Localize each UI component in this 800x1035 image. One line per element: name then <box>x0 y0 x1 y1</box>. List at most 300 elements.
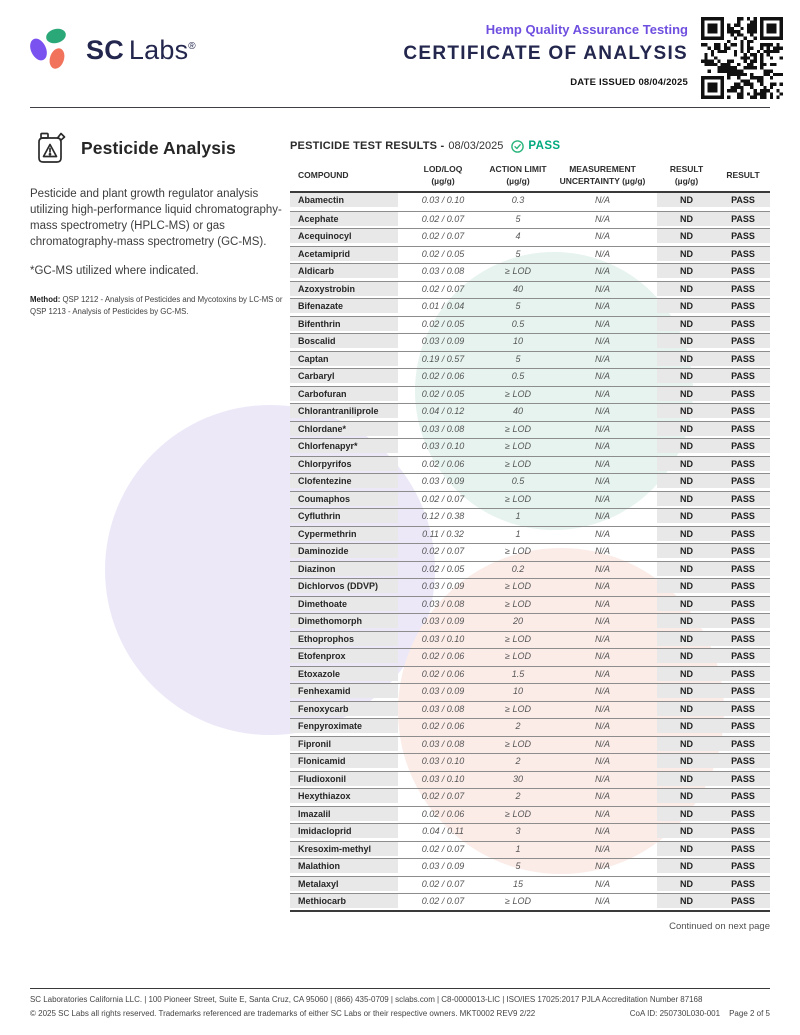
column-header-compound: COMPOUND <box>298 169 349 180</box>
lod-loq-value: 0.04 / 0.11 <box>422 826 464 836</box>
action-limit-value: 40 <box>512 406 523 416</box>
lod-loq-value: 0.02 / 0.06 <box>421 721 465 731</box>
table-row <box>290 403 770 417</box>
compound-name: Chlorpyrifos <box>290 457 398 471</box>
action-limit-value: 0.5 <box>511 476 525 486</box>
action-limit-value: 0.5 <box>511 371 525 381</box>
result-value: ND <box>657 877 716 891</box>
compound-name: Fipronil <box>290 737 398 751</box>
uncertainty-value: N/A <box>594 318 610 329</box>
result-value: ND <box>657 264 716 278</box>
result-value: ND <box>657 352 716 366</box>
date-issued-value: 08/04/2025 <box>638 77 688 88</box>
action-limit-value: 0.3 <box>511 195 525 205</box>
compound-name: Diazinon <box>290 562 398 576</box>
pass-badge: PASS <box>716 754 770 768</box>
action-limit-value: 4 <box>515 231 521 241</box>
action-limit-value: 5 <box>515 353 521 364</box>
lod-loq-value: 0.02 / 0.05 <box>421 563 465 574</box>
uncertainty-value: N/A <box>594 213 610 224</box>
logo-text-sc: SC <box>86 34 124 65</box>
result-value: ND <box>657 229 716 243</box>
pass-badge: PASS <box>716 789 770 803</box>
lod-loq-value: 0.02 / 0.06 <box>421 668 465 679</box>
lod-loq-value: 0.02 / 0.05 <box>421 318 465 329</box>
result-value: ND <box>657 824 716 838</box>
table-row <box>290 788 770 802</box>
table-row <box>290 491 770 505</box>
sc-labs-logo <box>30 26 196 74</box>
table-row <box>290 316 770 330</box>
lod-loq-value: 0.03 / 0.10 <box>421 195 465 205</box>
coa-id: CoA ID: 250730L030-001 <box>629 1009 721 1018</box>
table-row <box>290 631 770 645</box>
result-value: ND <box>657 754 716 768</box>
action-limit-value: ≥ LOD <box>505 266 531 276</box>
pass-badge: PASS <box>716 702 770 716</box>
gcms-note: *GC-MS utilized where indicated. <box>30 265 199 278</box>
pass-badge: PASS <box>716 859 770 873</box>
compound-name: Daminozide <box>290 544 398 558</box>
uncertainty-value: N/A <box>594 371 610 381</box>
uncertainty-value: N/A <box>594 703 610 714</box>
uncertainty-value: N/A <box>594 353 610 364</box>
pass-badge: PASS <box>716 334 770 348</box>
action-limit-value: ≥ LOD <box>505 808 531 819</box>
compound-name: Fenpyroximate <box>290 719 398 733</box>
table-row <box>290 596 770 610</box>
action-limit-value: 5 <box>515 248 521 259</box>
page-number: Page 2 of 5 <box>729 1009 770 1018</box>
lod-loq-value: 0.03 / 0.09 <box>421 616 465 626</box>
action-limit-value: ≥ LOD <box>505 738 531 749</box>
pass-badge: PASS <box>716 842 770 856</box>
result-value: ND <box>657 334 716 348</box>
compound-name: Azoxystrobin <box>290 282 398 296</box>
compound-name: Kresoxim-methyl <box>290 842 398 856</box>
table-row <box>290 351 770 365</box>
lod-loq-value: 0.03 / 0.10 <box>421 756 465 766</box>
lod-loq-value: 0.01 / 0.04 <box>421 301 465 311</box>
method-label: Method: <box>30 295 61 305</box>
logo-text-labs: Labs <box>128 34 189 65</box>
compound-name: Methiocarb <box>290 894 398 908</box>
results-section <box>290 139 770 932</box>
date-issued-label: DATE ISSUED <box>570 77 636 88</box>
logo-dot-coral <box>47 46 67 70</box>
lod-loq-value: 0.02 / 0.07 <box>421 843 465 854</box>
result-value: ND <box>657 509 716 523</box>
pass-badge: PASS <box>716 229 770 243</box>
action-limit-value: 5 <box>515 861 521 871</box>
table-row <box>290 701 770 715</box>
lod-loq-value: 0.02 / 0.07 <box>421 213 465 224</box>
result-value: ND <box>657 247 716 261</box>
lod-loq-value: 0.02 / 0.06 <box>421 808 465 819</box>
uncertainty-value: N/A <box>594 283 610 294</box>
pass-badge: PASS <box>716 509 770 523</box>
lod-loq-value: 0.11 / 0.32 <box>422 528 464 539</box>
compound-name: Ethoprophos <box>290 632 398 646</box>
pass-badge: PASS <box>716 527 770 541</box>
lod-loq-value: 0.03 / 0.08 <box>421 703 465 714</box>
pass-badge: PASS <box>716 632 770 646</box>
table-row <box>290 368 770 382</box>
table-row <box>290 893 770 907</box>
pass-badge: PASS <box>716 369 770 383</box>
result-value: ND <box>657 387 716 401</box>
table-row <box>290 386 770 400</box>
table-row <box>290 823 770 837</box>
table-row <box>290 806 770 820</box>
compound-name: Captan <box>290 352 398 366</box>
uncertainty-value: N/A <box>594 773 610 784</box>
result-value: ND <box>657 667 716 681</box>
action-limit-value: ≥ LOD <box>505 423 531 434</box>
table-row <box>290 648 770 662</box>
lod-loq-value: 0.02 / 0.06 <box>421 458 465 469</box>
uncertainty-value: N/A <box>594 301 610 311</box>
table-row <box>290 246 770 260</box>
compound-name: Metalaxyl <box>290 877 398 891</box>
results-rows <box>290 193 770 912</box>
uncertainty-value: N/A <box>594 423 610 434</box>
results-date: 08/03/2025 <box>448 140 504 152</box>
compound-name: Carbaryl <box>290 369 398 383</box>
uncertainty-value: N/A <box>594 441 610 451</box>
column-header-lodloq: LOD/LOQ (µg/g) <box>423 164 463 186</box>
compound-name: Fludioxonil <box>290 772 398 786</box>
table-row <box>290 753 770 767</box>
action-limit-value: 3 <box>515 826 521 836</box>
lod-loq-value: 0.04 / 0.12 <box>421 406 465 416</box>
pass-badge: PASS <box>716 264 770 278</box>
uncertainty-value: N/A <box>594 598 610 609</box>
result-value: ND <box>657 684 716 698</box>
action-limit-value: 1 <box>515 511 521 521</box>
compound-name: Aldicarb <box>290 264 398 278</box>
uncertainty-value: N/A <box>594 756 610 766</box>
uncertainty-value: N/A <box>594 406 610 416</box>
lod-loq-value: 0.02 / 0.05 <box>421 388 465 399</box>
method-text: QSP 1212 - Analysis of Pesticides and Mycotoxins by LC-MS or QSP 1213 - Analysis of Pesticides by GC-MS. <box>30 295 283 317</box>
action-limit-value: ≥ LOD <box>505 581 531 591</box>
lod-loq-value: 0.12 / 0.38 <box>421 511 465 521</box>
footer-legal-row <box>30 1009 770 1018</box>
pass-badge: PASS <box>716 544 770 558</box>
action-limit-value: ≥ LOD <box>505 546 531 556</box>
table-row <box>290 508 770 522</box>
logo-dot-green <box>45 27 68 46</box>
action-limit-value: 2 <box>515 721 521 731</box>
lod-loq-value: 0.02 / 0.07 <box>421 896 465 906</box>
action-limit-value: 1 <box>515 843 521 854</box>
pass-badge: PASS <box>716 352 770 366</box>
result-value: ND <box>657 492 716 506</box>
table-row <box>290 771 770 785</box>
lod-loq-value: 0.03 / 0.09 <box>421 861 465 871</box>
action-limit-value: ≥ LOD <box>505 598 531 609</box>
table-row <box>290 683 770 697</box>
uncertainty-value: N/A <box>594 668 610 679</box>
result-value: ND <box>657 193 716 207</box>
uncertainty-value: N/A <box>594 616 610 626</box>
pass-badge: PASS <box>716 492 770 506</box>
compound-name: Etoxazole <box>290 667 398 681</box>
results-title: PESTICIDE TEST RESULTS - <box>290 140 445 152</box>
table-row <box>290 543 770 557</box>
pass-badge: PASS <box>716 404 770 418</box>
compound-name: Fenhexamid <box>290 684 398 698</box>
status-badge: PASS <box>528 140 561 152</box>
table-row <box>290 211 770 225</box>
pass-badge: PASS <box>716 737 770 751</box>
lod-loq-value: 0.03 / 0.08 <box>421 598 465 609</box>
lod-loq-value: 0.03 / 0.09 <box>421 686 465 696</box>
uncertainty-value: N/A <box>594 843 610 854</box>
lod-loq-value: 0.02 / 0.07 <box>421 231 465 241</box>
pass-badge: PASS <box>716 772 770 786</box>
action-limit-value: 1 <box>515 528 521 539</box>
action-limit-value: ≥ LOD <box>505 633 531 644</box>
lod-loq-value: 0.03 / 0.09 <box>421 476 465 486</box>
pass-badge: PASS <box>716 422 770 436</box>
compound-name: Chlordane* <box>290 422 398 436</box>
pass-badge: PASS <box>716 807 770 821</box>
lod-loq-value: 0.02 / 0.07 <box>421 546 465 556</box>
uncertainty-value: N/A <box>594 581 610 591</box>
pass-check-icon <box>511 140 524 153</box>
section-title: Pesticide Analysis <box>81 137 236 158</box>
header-divider <box>30 107 770 108</box>
action-limit-value: ≥ LOD <box>505 493 531 504</box>
compound-name: Chlorfenapyr* <box>290 439 398 453</box>
pass-badge: PASS <box>716 877 770 891</box>
column-header-uncertainty: MEASUREMENT UNCERTAINTY (µg/g) <box>559 164 646 186</box>
lod-loq-value: 0.03 / 0.08 <box>421 423 465 434</box>
action-limit-value: 5 <box>515 213 521 224</box>
result-value: ND <box>657 789 716 803</box>
action-limit-value: 2 <box>515 791 521 801</box>
table-row <box>290 456 770 470</box>
result-value: ND <box>657 282 716 296</box>
compound-name: Cypermethrin <box>290 527 398 541</box>
table-row <box>290 228 770 242</box>
uncertainty-value: N/A <box>594 651 610 661</box>
action-limit-value: 10 <box>512 336 523 346</box>
pass-badge: PASS <box>716 894 770 908</box>
pesticide-jug-icon <box>30 128 70 168</box>
compound-name: Clofentezine <box>290 474 398 488</box>
action-limit-value: 5 <box>515 301 521 311</box>
table-row <box>290 858 770 872</box>
uncertainty-value: N/A <box>594 458 610 469</box>
table-header-row <box>290 160 770 193</box>
lod-loq-value: 0.02 / 0.07 <box>421 493 465 504</box>
pass-badge: PASS <box>716 667 770 681</box>
uncertainty-value: N/A <box>594 336 610 346</box>
lod-loq-value: 0.03 / 0.08 <box>421 266 465 276</box>
lod-loq-value: 0.02 / 0.07 <box>421 878 465 889</box>
result-value: ND <box>657 632 716 646</box>
compound-name: Flonicamid <box>290 754 398 768</box>
table-row <box>290 841 770 855</box>
table-row <box>290 193 770 207</box>
lod-loq-value: 0.03 / 0.10 <box>421 441 465 451</box>
action-limit-value: 2 <box>515 756 521 766</box>
uncertainty-value: N/A <box>594 563 610 574</box>
lod-loq-value: 0.02 / 0.07 <box>421 283 465 294</box>
compound-name: Fenoxycarb <box>290 702 398 716</box>
compound-name: Acephate <box>290 212 398 226</box>
table-row <box>290 298 770 312</box>
result-value: ND <box>657 719 716 733</box>
compound-name: Dimethoate <box>290 597 398 611</box>
uncertainty-value: N/A <box>594 248 610 259</box>
compound-name: Malathion <box>290 859 398 873</box>
pass-badge: PASS <box>716 614 770 628</box>
pass-badge: PASS <box>716 474 770 488</box>
action-limit-value: 40 <box>512 283 523 294</box>
pass-badge: PASS <box>716 299 770 313</box>
result-value: ND <box>657 614 716 628</box>
result-value: ND <box>657 404 716 418</box>
result-value: ND <box>657 597 716 611</box>
action-limit-value: 20 <box>512 616 523 626</box>
action-limit-value: ≥ LOD <box>505 388 531 399</box>
pass-badge: PASS <box>716 719 770 733</box>
lod-loq-value: 0.02 / 0.06 <box>421 651 465 661</box>
table-row <box>290 526 770 540</box>
compound-name: Etofenprox <box>290 649 398 663</box>
result-value: ND <box>657 422 716 436</box>
action-limit-value: ≥ LOD <box>505 703 531 714</box>
table-row <box>290 718 770 732</box>
result-value: ND <box>657 369 716 383</box>
pass-badge: PASS <box>716 649 770 663</box>
compound-name: Imazalil <box>290 807 398 821</box>
lod-loq-value: 0.02 / 0.05 <box>421 248 465 259</box>
result-value: ND <box>657 457 716 471</box>
action-limit-value: 1.5 <box>511 668 525 679</box>
table-row <box>290 421 770 435</box>
program-title: Hemp Quality Assurance Testing <box>485 22 688 37</box>
action-limit-value: 0.5 <box>511 318 525 329</box>
result-value: ND <box>657 737 716 751</box>
result-value: ND <box>657 562 716 576</box>
column-header-action-limit: ACTION LIMIT (µg/g) <box>489 164 547 186</box>
result-value: ND <box>657 544 716 558</box>
table-row <box>290 263 770 277</box>
results-title-row <box>290 139 770 153</box>
table-row <box>290 281 770 295</box>
header <box>0 0 800 108</box>
uncertainty-value: N/A <box>594 266 610 276</box>
pass-badge: PASS <box>716 193 770 207</box>
date-issued <box>403 77 688 88</box>
action-limit-value: 30 <box>512 773 523 784</box>
action-limit-value: ≥ LOD <box>505 896 531 906</box>
lod-loq-value: 0.03 / 0.09 <box>421 336 465 346</box>
footer-copyright: © 2025 SC Labs all rights reserved. Trademarks referenced are trademarks of either SC Labs or their respective owners. MKT0002 REV9 2/22 <box>30 1009 536 1018</box>
uncertainty-value: N/A <box>594 511 610 521</box>
pass-badge: PASS <box>716 684 770 698</box>
pass-badge: PASS <box>716 439 770 453</box>
compound-name: Imidacloprid <box>290 824 398 838</box>
compound-name: Abamectin <box>290 193 398 207</box>
lod-loq-value: 0.02 / 0.07 <box>421 791 465 801</box>
pass-badge: PASS <box>716 457 770 471</box>
section-description: Pesticide and plant growth regulator analysis utilizing high-performance liquid chromatography-mass spectrometry (HPLC-MS) or gas chromatography-mass spectrometry (GC-MS). <box>30 188 282 249</box>
result-value: ND <box>657 894 716 908</box>
column-header-result: RESULT <box>726 169 760 180</box>
uncertainty-value: N/A <box>594 231 610 241</box>
pass-badge: PASS <box>716 387 770 401</box>
result-value: ND <box>657 807 716 821</box>
uncertainty-value: N/A <box>594 878 610 889</box>
uncertainty-value: N/A <box>594 476 610 486</box>
table-row <box>290 666 770 680</box>
pesticide-analysis-panel <box>30 128 283 319</box>
column-header-result-ug: RESULT (µg/g) <box>669 164 704 186</box>
compound-name: Chlorantraniliprole <box>290 404 398 418</box>
compound-name: Acequinocyl <box>290 229 398 243</box>
footer <box>30 988 770 1018</box>
compound-name: Boscalid <box>290 334 398 348</box>
uncertainty-value: N/A <box>594 721 610 731</box>
result-value: ND <box>657 527 716 541</box>
result-value: ND <box>657 772 716 786</box>
uncertainty-value: N/A <box>594 826 610 836</box>
table-row <box>290 736 770 750</box>
method-note <box>30 294 283 318</box>
uncertainty-value: N/A <box>594 493 610 504</box>
table-row <box>290 473 770 487</box>
pass-badge: PASS <box>716 562 770 576</box>
footer-lab-info: SC Laboratories California LLC. | 100 Pioneer Street, Suite E, Santa Cruz, CA 95060 | (866) 435-0709 | sclabs.com | C8-0000013-LIC | ISO/IES 17025:2017 PJLA Accreditation Number 87168 <box>30 995 703 1004</box>
table-row <box>290 613 770 627</box>
lod-loq-value: 0.03 / 0.09 <box>421 581 465 591</box>
result-value: ND <box>657 842 716 856</box>
lod-loq-value: 0.02 / 0.06 <box>421 371 465 381</box>
result-value: ND <box>657 649 716 663</box>
qr-code <box>701 17 783 99</box>
compound-name: Dimethomorph <box>290 614 398 628</box>
uncertainty-value: N/A <box>594 528 610 539</box>
compound-name: Cyfluthrin <box>290 509 398 523</box>
compound-name: Coumaphos <box>290 492 398 506</box>
uncertainty-value: N/A <box>594 738 610 749</box>
action-limit-value: ≥ LOD <box>505 651 531 661</box>
uncertainty-value: N/A <box>594 195 610 205</box>
result-value: ND <box>657 439 716 453</box>
lod-loq-value: 0.03 / 0.08 <box>421 738 465 749</box>
uncertainty-value: N/A <box>594 686 610 696</box>
action-limit-value: 15 <box>512 878 523 889</box>
lod-loq-value: 0.03 / 0.10 <box>421 633 465 644</box>
pass-badge: PASS <box>716 212 770 226</box>
table-row <box>290 333 770 347</box>
pass-badge: PASS <box>716 317 770 331</box>
registered-mark: ® <box>188 40 196 52</box>
table-row <box>290 438 770 452</box>
continued-note: Continued on next page <box>669 921 770 932</box>
action-limit-value: 10 <box>512 686 523 696</box>
pass-badge: PASS <box>716 597 770 611</box>
panel-header <box>30 128 283 168</box>
lod-loq-value: 0.19 / 0.57 <box>421 353 465 364</box>
compound-name: Acetamiprid <box>290 247 398 261</box>
